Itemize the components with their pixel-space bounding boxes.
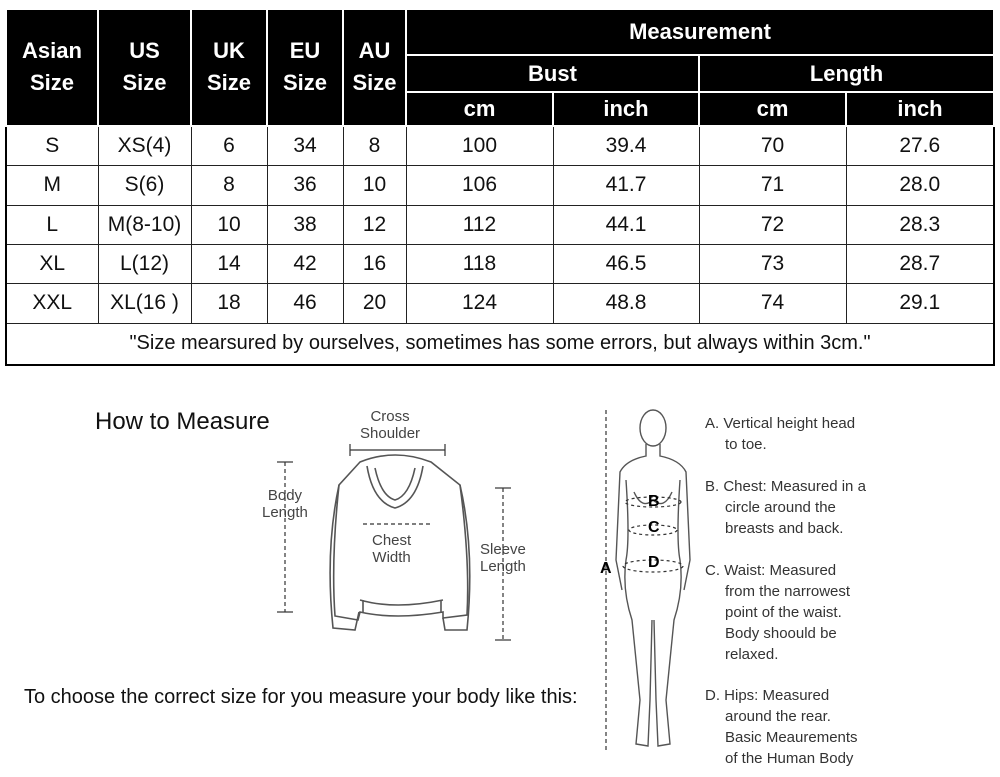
table-cell: 10 bbox=[343, 166, 406, 205]
body-length-label: Body Length bbox=[262, 487, 308, 521]
table-cell: 28.0 bbox=[846, 166, 994, 205]
table-cell: 8 bbox=[343, 126, 406, 166]
table-cell: XL(16 ) bbox=[98, 284, 191, 323]
table-cell: 36 bbox=[267, 166, 343, 205]
table-row bbox=[6, 284, 994, 323]
table-cell: 6 bbox=[191, 126, 267, 166]
table-cell: 48.8 bbox=[553, 284, 699, 323]
table-cell: 20 bbox=[343, 284, 406, 323]
chest-width-label: Chest Width bbox=[372, 532, 412, 566]
how-to-measure-title: How to Measure bbox=[95, 408, 270, 435]
table-cell: 112 bbox=[406, 205, 553, 244]
table-cell: 34 bbox=[267, 126, 343, 166]
table-cell: 124 bbox=[406, 284, 553, 323]
table-cell: M(8-10) bbox=[98, 205, 191, 244]
table-cell: 118 bbox=[406, 244, 553, 283]
table-row bbox=[6, 244, 994, 283]
table-cell: 44.1 bbox=[553, 205, 699, 244]
cross-shoulder-label: Cross Shoulder bbox=[360, 408, 421, 442]
table-cell: L bbox=[6, 205, 98, 244]
table-cell: 100 bbox=[406, 126, 553, 166]
size-chart-table bbox=[5, 8, 995, 366]
header-us-size: US Size bbox=[98, 9, 191, 126]
table-cell: 39.4 bbox=[553, 126, 699, 166]
sleeve-length-label: Sleeve Length bbox=[480, 541, 526, 575]
table-cell: 73 bbox=[699, 244, 846, 283]
choose-size-text: To choose the correct size for you measure your body like this: bbox=[24, 686, 578, 708]
table-cell: XXL bbox=[6, 284, 98, 323]
instruction-c: C. Waist: Measured from the narrowest point of the waist. Body shoould be relaxed. bbox=[705, 562, 851, 663]
header-bust-inch: inch bbox=[553, 92, 699, 126]
table-cell: S bbox=[6, 126, 98, 166]
table-cell: 8 bbox=[191, 166, 267, 205]
table-cell: 28.7 bbox=[846, 244, 994, 283]
table-row bbox=[6, 205, 994, 244]
table-cell: L(12) bbox=[98, 244, 191, 283]
header-length: Length bbox=[699, 55, 994, 91]
table-cell: 106 bbox=[406, 166, 553, 205]
header-length-inch: inch bbox=[846, 92, 994, 126]
header-length-cm: cm bbox=[699, 92, 846, 126]
table-cell: 71 bbox=[699, 166, 846, 205]
table-cell: 28.3 bbox=[846, 205, 994, 244]
table-row bbox=[6, 126, 994, 166]
size-note: "Size mearsured by ourselves, sometimes has some errors, but always within 3cm." bbox=[6, 323, 994, 365]
table-cell: 46.5 bbox=[553, 244, 699, 283]
header-asian-size: Asian Size bbox=[6, 9, 98, 126]
human-body-icon bbox=[616, 410, 690, 746]
instruction-b: B. Chest: Measured in a circle around the breasts and back. bbox=[705, 478, 866, 537]
table-cell: XL bbox=[6, 244, 98, 283]
header-bust-cm: cm bbox=[406, 92, 553, 126]
header-measurement: Measurement bbox=[406, 9, 994, 55]
table-cell: 12 bbox=[343, 205, 406, 244]
table-cell: 41.7 bbox=[553, 166, 699, 205]
table-cell: 46 bbox=[267, 284, 343, 323]
body-letter-b: B bbox=[648, 493, 660, 510]
table-cell: 70 bbox=[699, 126, 846, 166]
instruction-a: A. Vertical height head to toe. bbox=[705, 415, 856, 453]
table-cell: M bbox=[6, 166, 98, 205]
table-cell: 14 bbox=[191, 244, 267, 283]
table-cell: 72 bbox=[699, 205, 846, 244]
table-cell: S(6) bbox=[98, 166, 191, 205]
body-measure-lines bbox=[606, 410, 683, 752]
table-row bbox=[6, 166, 994, 205]
instruction-d: D. Hips: Measured around the rear. Basic Meaurements of the Human Body bbox=[705, 687, 858, 767]
table-cell: 29.1 bbox=[846, 284, 994, 323]
header-au-size: AU Size bbox=[343, 9, 406, 126]
table-cell: 16 bbox=[343, 244, 406, 283]
header-uk-size: UK Size bbox=[191, 9, 267, 126]
table-cell: 38 bbox=[267, 205, 343, 244]
body-letter-a: A bbox=[600, 560, 612, 577]
body-figure-diagram bbox=[596, 400, 706, 772]
table-cell: 27.6 bbox=[846, 126, 994, 166]
table-cell: 42 bbox=[267, 244, 343, 283]
table-cell: XS(4) bbox=[98, 126, 191, 166]
table-cell: 10 bbox=[191, 205, 267, 244]
table-cell: 18 bbox=[191, 284, 267, 323]
header-bust: Bust bbox=[406, 55, 699, 91]
body-letter-d: D bbox=[648, 554, 660, 571]
table-cell: 74 bbox=[699, 284, 846, 323]
body-letter-c: C bbox=[648, 519, 660, 536]
header-eu-size: EU Size bbox=[267, 9, 343, 126]
